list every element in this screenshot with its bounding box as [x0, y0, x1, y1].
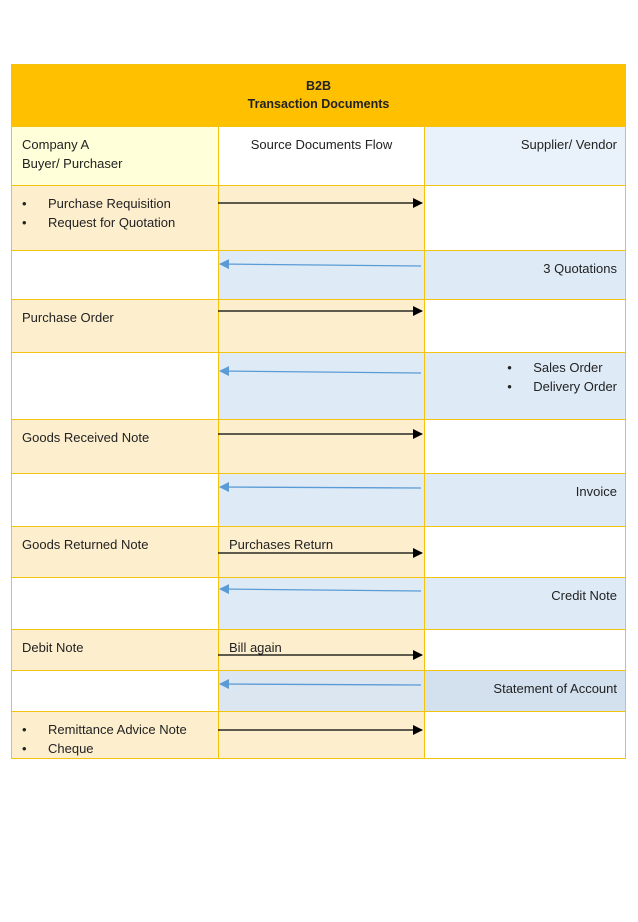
buyer-column-header: [12, 126, 218, 185]
list-item: • Request for Quotation: [22, 213, 208, 232]
row6-buyer: [12, 473, 218, 526]
row9-buyer: [12, 629, 218, 670]
row7-buyer: [12, 526, 218, 577]
list-item: • Remittance Advice Note: [22, 720, 208, 739]
purchase-order-doc: Purchase Order: [22, 310, 114, 325]
row1-flow: [218, 185, 424, 250]
vendor-column-header: [424, 126, 625, 185]
list-item: • Sales Order: [507, 358, 617, 377]
bill-again-label: Bill again: [229, 640, 282, 655]
invoice-doc: Invoice: [575, 484, 617, 499]
table-title-cell: [12, 65, 625, 126]
flow-column-label: Source Documents Flow: [250, 137, 393, 152]
row2-flow: [218, 250, 424, 299]
buyer-company: Company A: [22, 137, 90, 152]
row9-vendor: [424, 629, 625, 670]
row9-flow: [218, 629, 424, 670]
row8-vendor: [424, 577, 625, 629]
row4-vendor-list: [507, 358, 617, 396]
flow-column-header: [218, 126, 424, 185]
row4-vendor: [424, 352, 625, 419]
row1-buyer: [12, 185, 218, 250]
goods-returned-note-doc: Goods Returned Note: [22, 537, 149, 552]
row2-buyer: [12, 250, 218, 299]
debit-note-doc: Debit Note: [22, 640, 84, 655]
row11-flow: [218, 711, 424, 758]
row8-buyer: [12, 577, 218, 629]
row2-vendor: [424, 250, 625, 299]
row11-vendor: [424, 711, 625, 758]
row4-flow: [218, 352, 424, 419]
row11-buyer-list: [22, 720, 208, 758]
row10-vendor: [424, 670, 625, 711]
row10-flow: [218, 670, 424, 711]
row3-vendor: [424, 299, 625, 352]
row10-buyer: [12, 670, 218, 711]
vendor-column-label: Supplier/ Vendor: [520, 137, 617, 152]
statement-of-account-doc: Statement of Account: [493, 681, 617, 696]
buyer-role: Buyer/ Purchaser: [22, 156, 123, 171]
list-item: • Delivery Order: [507, 377, 617, 396]
row7-vendor: [424, 526, 625, 577]
row3-buyer: [12, 299, 218, 352]
title-line-2: Transaction Documents: [247, 97, 390, 111]
list-item: • Purchase Requisition: [22, 194, 208, 213]
row7-flow: [218, 526, 424, 577]
credit-note-doc: Credit Note: [551, 588, 617, 603]
row5-flow: [218, 419, 424, 473]
row1-buyer-list: [22, 194, 208, 232]
row5-vendor: [424, 419, 625, 473]
row8-flow: [218, 577, 424, 629]
row3-flow: [218, 299, 424, 352]
list-item: • Cheque: [22, 739, 208, 758]
row11-buyer: [12, 711, 218, 758]
row1-vendor: [424, 185, 625, 250]
row5-buyer: [12, 419, 218, 473]
b2b-document-table: [11, 64, 626, 759]
goods-received-note-doc: Goods Received Note: [22, 430, 150, 445]
title-line-1: B2B: [305, 79, 331, 93]
row6-flow: [218, 473, 424, 526]
quotations-doc: 3 Quotations: [543, 261, 617, 276]
row4-buyer: [12, 352, 218, 419]
purchases-return-label: Purchases Return: [229, 537, 334, 552]
row6-vendor: [424, 473, 625, 526]
